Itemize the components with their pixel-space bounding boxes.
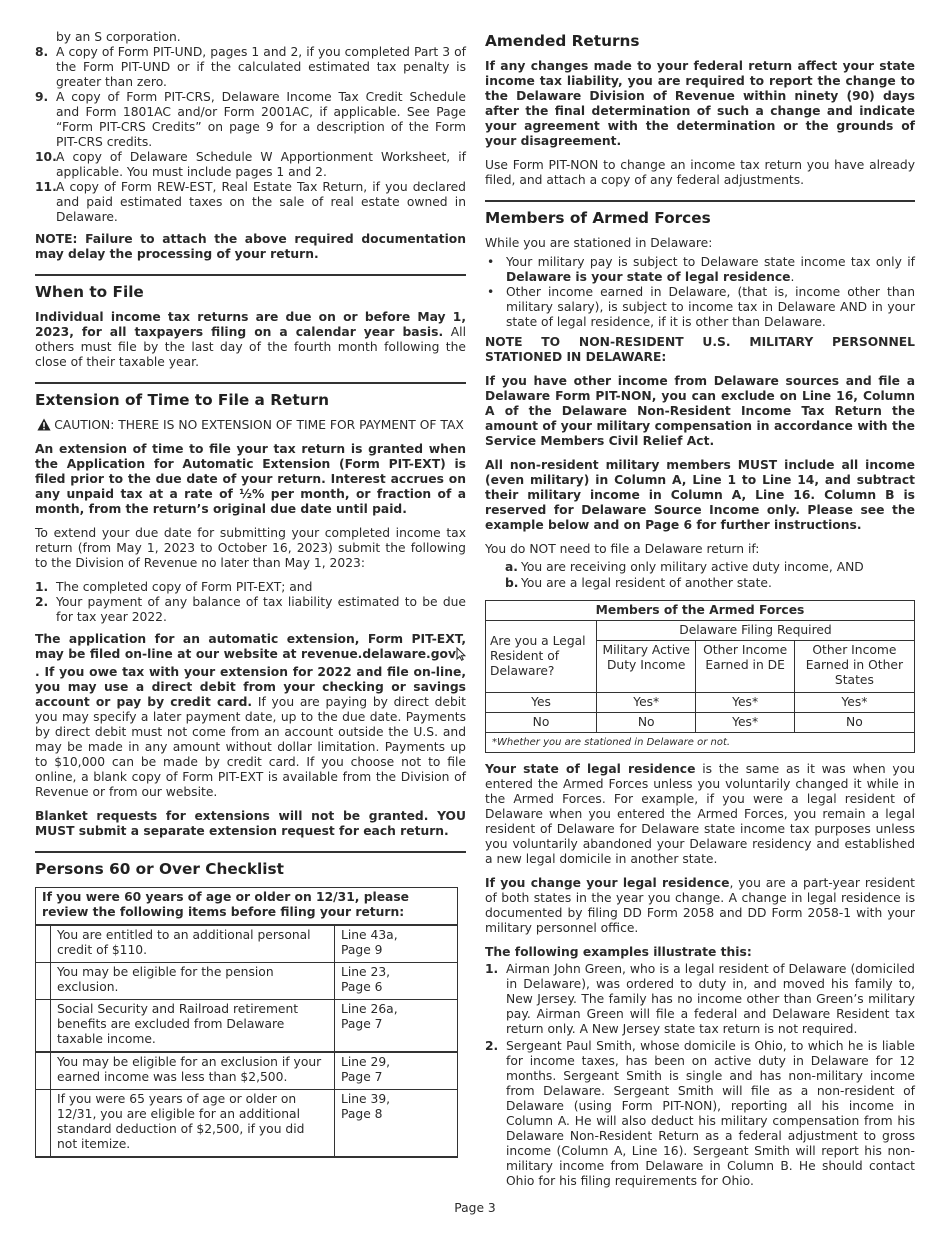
table-cell: Yes* [597,693,696,713]
when-to-file-paragraph [35,310,466,370]
caution-text: CAUTION: THERE IS NO EXTENSION OF TIME FOR PAYMENT OF TAX [54,418,464,432]
military-bold-paragraph-2 [485,458,915,533]
table-title: Members of the Armed Forces [486,601,915,621]
checklist-item-text: If you were 65 years of age or older on 12/31, you are eligible for an additional standard deduction of $2,500, if you did not itemize. [51,1090,335,1158]
no-file-intro: You do NOT need to file a Delaware return if: [485,542,760,556]
list-item [485,285,915,330]
line-ref: Line 23, [341,965,391,979]
left-column [35,30,466,1158]
checklist-item-reference [335,925,458,963]
military-bold-text: If you have other income from Delaware sources and file a Delaware Form PIT-NON, you can exclude on Line 16, Column A of the Delaware Non-Resident Income Tax Return the amount of your military compensation in accordance with the Service Members Civil Relief Act. [485,374,915,448]
payment-details-text: If you are paying by direct debit you may specify a later payment date, up to the due date. Payments by direct debit must not come from an account outside the U.S. and may be made in any amount without dollar limitation. Payments up to $10,000 can be made by credit card. If you choose not to file online, a blank copy of Form PIT-EXT is available from the Division of Revenue or from our website. [35,695,466,799]
amended-paragraph: Use Form PIT-NON to change an income tax return you have already filed, and attach a copy of any federal adjustments. [485,158,915,187]
documentation-note [35,232,466,262]
no-file-list [485,560,915,591]
column-header: Other Income Earned in DE [696,641,794,693]
list-item [485,962,915,1037]
right-column [485,30,915,1189]
table-row [36,925,458,963]
list-text: A copy of Delaware Schedule W Apportionment Worksheet, if applicable. You must include pages 1 and 2. [56,150,466,179]
checkbox[interactable] [36,1000,51,1053]
amended-bold-text: If any changes made to your federal return affect your state income tax liability, you are required to report the change to the Delaware Division of Revenue within ninety (90) days after the final determination of such a change and indicate your agreement with the determination or the grounds of your disagreement. [485,59,915,148]
list-item [485,560,915,575]
table-row [36,963,458,1000]
line-ref: Line 39, [341,1092,391,1106]
bullet-icon: • [487,285,495,299]
amended-returns-section [485,32,915,188]
checkbox[interactable] [36,925,51,963]
list-item [35,595,466,625]
examples-heading-text: The following examples illustrate this: [485,945,752,959]
table-cell: Yes* [696,713,794,733]
checkbox[interactable] [36,963,51,1000]
checklist-item-reference [335,1090,458,1158]
list-item [35,180,466,225]
blanket-requests-text: Blanket requests for extensions will not be granted. YOU MUST submit a separate extension request for each return. [35,809,466,838]
list-item [35,45,466,90]
caution-line [35,418,466,433]
change-residence-bold: If you change your legal residence [485,876,730,890]
persons-60-section [35,851,466,1158]
line-ref: Line 26a, [341,1002,398,1016]
armed-forces-bullets [485,255,915,330]
checklist-item-reference [335,1000,458,1053]
list-text: Other income earned in Delaware, (that is, income other than military salary), is subject to income tax in Delaware AND in your state of legal residence, if it is other than Delaware. [506,285,915,329]
table-cell: Yes* [794,693,914,713]
legal-residence-paragraph [485,762,915,867]
checklist-item-text: You may be eligible for the pension exclusion. [51,963,335,1000]
change-residence-paragraph [485,876,915,936]
extension-paragraph-2: To extend your due date for submitting your completed income tax return (from May 1, 2023 to October 16, 2023) submit the following to the Division of Revenue no later than May 1, 2023: [35,526,466,570]
extension-paragraph-1 [35,442,466,517]
extension-heading: Extension of Time to File a Return [35,391,329,409]
row-header-label: Are you a Legal Resident of Delaware? [486,621,597,693]
checklist-item-reference [335,1052,458,1090]
change-residence-text: , you are a part-year resident of both states in the year you change. A change in legal residence is documented by filing DD Form 2058 and DD Form 2058-1 with your military personnel office. [485,876,915,935]
list-text: Airman John Green, who is a legal resident of Delaware (domiciled in Delaware), was ordered to duty in, and moved his family to, New Jersey. The family has no income other than Green’s military pay. Airman Green will file a federal and Delaware Resident tax return only. A New Jersey state tax return is not required. [506,962,915,1036]
line-ref: Line 43a, [341,928,398,942]
examples-list [485,962,915,1189]
bullet-icon: • [487,255,495,269]
table-cell: Yes* [696,693,794,713]
line-ref: Line 29, [341,1055,391,1069]
table-row [36,1052,458,1090]
filing-required-header: Delaware Filing Required [597,621,915,641]
page-ref: Page 7 [341,1070,383,1084]
intro-fragment: by an S corporation. [56,30,181,44]
note-text: NOTE: Failure to attach the above required documentation may delay the processing of your return. [35,232,466,261]
extension-paragraph-4 [35,809,466,839]
table-cell: No [794,713,914,733]
list-item [485,576,915,591]
list-text: You are receiving only military active duty income, AND [521,560,864,574]
page-ref: Page 6 [341,980,383,994]
extension-paragraph-3 [35,632,466,800]
armed-forces-heading: Members of Armed Forces [485,209,711,227]
extension-section [35,382,466,839]
checklist-item-text: Social Security and Railroad retirement benefits are excluded from Delaware taxable income. [51,1000,335,1053]
list-item [35,150,466,180]
checklist-header: If you were 60 years of age or older on 12/31, please review the following items before filing your return: [36,888,458,926]
list-number: 2. [485,1039,499,1053]
table-footnote: *Whether you are stationed in Delaware or not. [486,733,915,753]
examples-heading [485,945,915,960]
legal-residence-bold: Your state of legal residence [485,762,696,776]
list-item [485,255,915,285]
when-to-file-section [35,274,466,370]
military-note-heading [485,335,915,365]
checklist-item-reference [335,963,458,1000]
direct-debit-text: . If you owe tax with your extension for 2022 and file on-line, you may use a direct debit from your checking or savings account or pay by credit card. [35,665,466,709]
checklist-item-text: You are entitled to an additional personal credit of $110. [51,925,335,963]
bullet-text: Your military pay is subject to Delaware state income tax only if [506,255,915,269]
list-text: Your payment of any balance of tax liability estimated to be due for tax year 2022. [56,595,466,624]
row-label: Yes [486,693,597,713]
legal-residence-text: is the same as it was when you entered the Armed Forces unless you voluntarily changed it while in the Armed Forces. For example, if you were a legal resident of Delaware when you entered the Armed Forces, you remain a legal resident of Delaware for Delaware state income tax purposes unless you voluntarily abandoned your Delaware residency and established a new legal domicile in another state. [485,762,916,866]
table-row [486,713,915,733]
checkbox[interactable] [36,1090,51,1158]
column-header: Military Active Duty Income [597,641,696,693]
mouse-cursor-icon [456,647,466,665]
list-number: 1. [485,962,499,976]
checkbox[interactable] [36,1052,51,1090]
table-row [36,1000,458,1053]
list-number: 10. [35,150,57,164]
bullet-end: . [790,270,795,284]
list-text: You are a legal resident of another state. [521,576,772,590]
extension-bold-text: An extension of time to file your tax return is granted when the Application for Automatic Extension (Form PIT-EXT) is filed prior to the due date of your return. Interest accrues on any unpaid tax at a rate of ½% per month, or fraction of a month, from the return’s original due date until paid. [35,442,466,516]
when-to-file-rest: All others must file by the last day of the fourth month following the close of their taxable year. [35,325,467,369]
armed-forces-section [485,200,915,1189]
list-letter: a. [505,560,518,574]
required-documents-list [35,45,466,225]
persons-60-checklist-table [35,887,458,1158]
page-ref: Page 8 [341,1107,383,1121]
extension-items-list [35,580,466,625]
page-ref: Page 7 [341,1017,383,1031]
list-number: 1. [35,580,49,594]
armed-forces-table [485,600,915,753]
list-item [35,580,466,595]
military-note-text: NOTE TO NON-RESIDENT U.S. MILITARY PERSONNEL STATIONED IN DELAWARE: [485,335,915,364]
table-row [36,1090,458,1158]
list-text: The completed copy of Form PIT-EXT; and [56,580,313,594]
online-filing-text: The application for an automatic extension, Form PIT-EXT, may be filed on-line at our website at revenue.delaware.gov [35,632,466,661]
list-number: 2. [35,595,49,609]
amended-bold-paragraph [485,59,915,149]
table-row [486,693,915,713]
checklist-item-text: You may be eligible for an exclusion if your earned income was less than $2,500. [51,1052,335,1090]
page-ref: Page 9 [341,943,383,957]
amended-returns-heading: Amended Returns [485,32,640,50]
table-cell: No [597,713,696,733]
warning-icon [37,418,51,431]
when-to-file-heading: When to File [35,283,144,301]
bullet-bold-text: Delaware is your state of legal residence [506,270,791,284]
list-number: 11. [35,180,57,194]
list-number: 9. [35,90,49,104]
military-bold-paragraph-1 [485,374,915,449]
list-text: A copy of Form REW-EST, Real Estate Tax Return, if you declared and paid estimated taxes on the sale of real estate owned in Delaware. [56,180,466,224]
list-text: A copy of Form PIT-UND, pages 1 and 2, if you completed Part 3 of the Form PIT-UND or if the calculated estimated tax penalty is greater than zero. [56,45,466,89]
military-bold-text: All non-resident military members MUST include all income (even military) in Column A, Line 1 to Line 14, and subtract their military income in Column A, Line 16. Column B is reserved for Delaware Source Income only. Please see the example below and on Page 6 for further instructions. [485,458,915,532]
list-letter: b. [505,576,519,590]
armed-forces-intro: While you are stationed in Delaware: [485,236,713,250]
persons-60-heading: Persons 60 or Over Checklist [35,860,284,878]
list-text: A copy of Form PIT-CRS, Delaware Income Tax Credit Schedule and Form 1801AC and/or Form 2001AC, if applicable. See Page “Form PIT-CRS Credits” on page 9 for a description of the Form PIT-CRS credits. [56,90,466,149]
list-text [506,255,915,285]
list-item [35,90,466,150]
list-number: 8. [35,45,49,59]
row-label: No [486,713,597,733]
list-item [485,1039,915,1189]
list-text: Sergeant Paul Smith, whose domicile is Ohio, to which he is liable for income taxes, has been on active duty in Delaware for 12 months. Sergeant Smith is single and has non-military income from Delaware. Sergeant Smith will file as a non-resident of Delaware (using Form PIT-NON), reporting all his income in Column A. He will also deduct his military compensation from his Delaware Non-Resident Return as a federal adjustment to gross income (Column A, Line 16). Sergeant Smith will report his non-military income from Delaware in Column B. He should contact Ohio for his filing requirements for Ohio. [506,1039,915,1188]
column-header: Other Income Earned in Other States [794,641,914,693]
page-number: Page 3 [454,1201,496,1215]
due-date-text: Individual income tax returns are due on or before May 1, 2023, for all taxpayers filing on a calendar year basis. [35,310,466,339]
